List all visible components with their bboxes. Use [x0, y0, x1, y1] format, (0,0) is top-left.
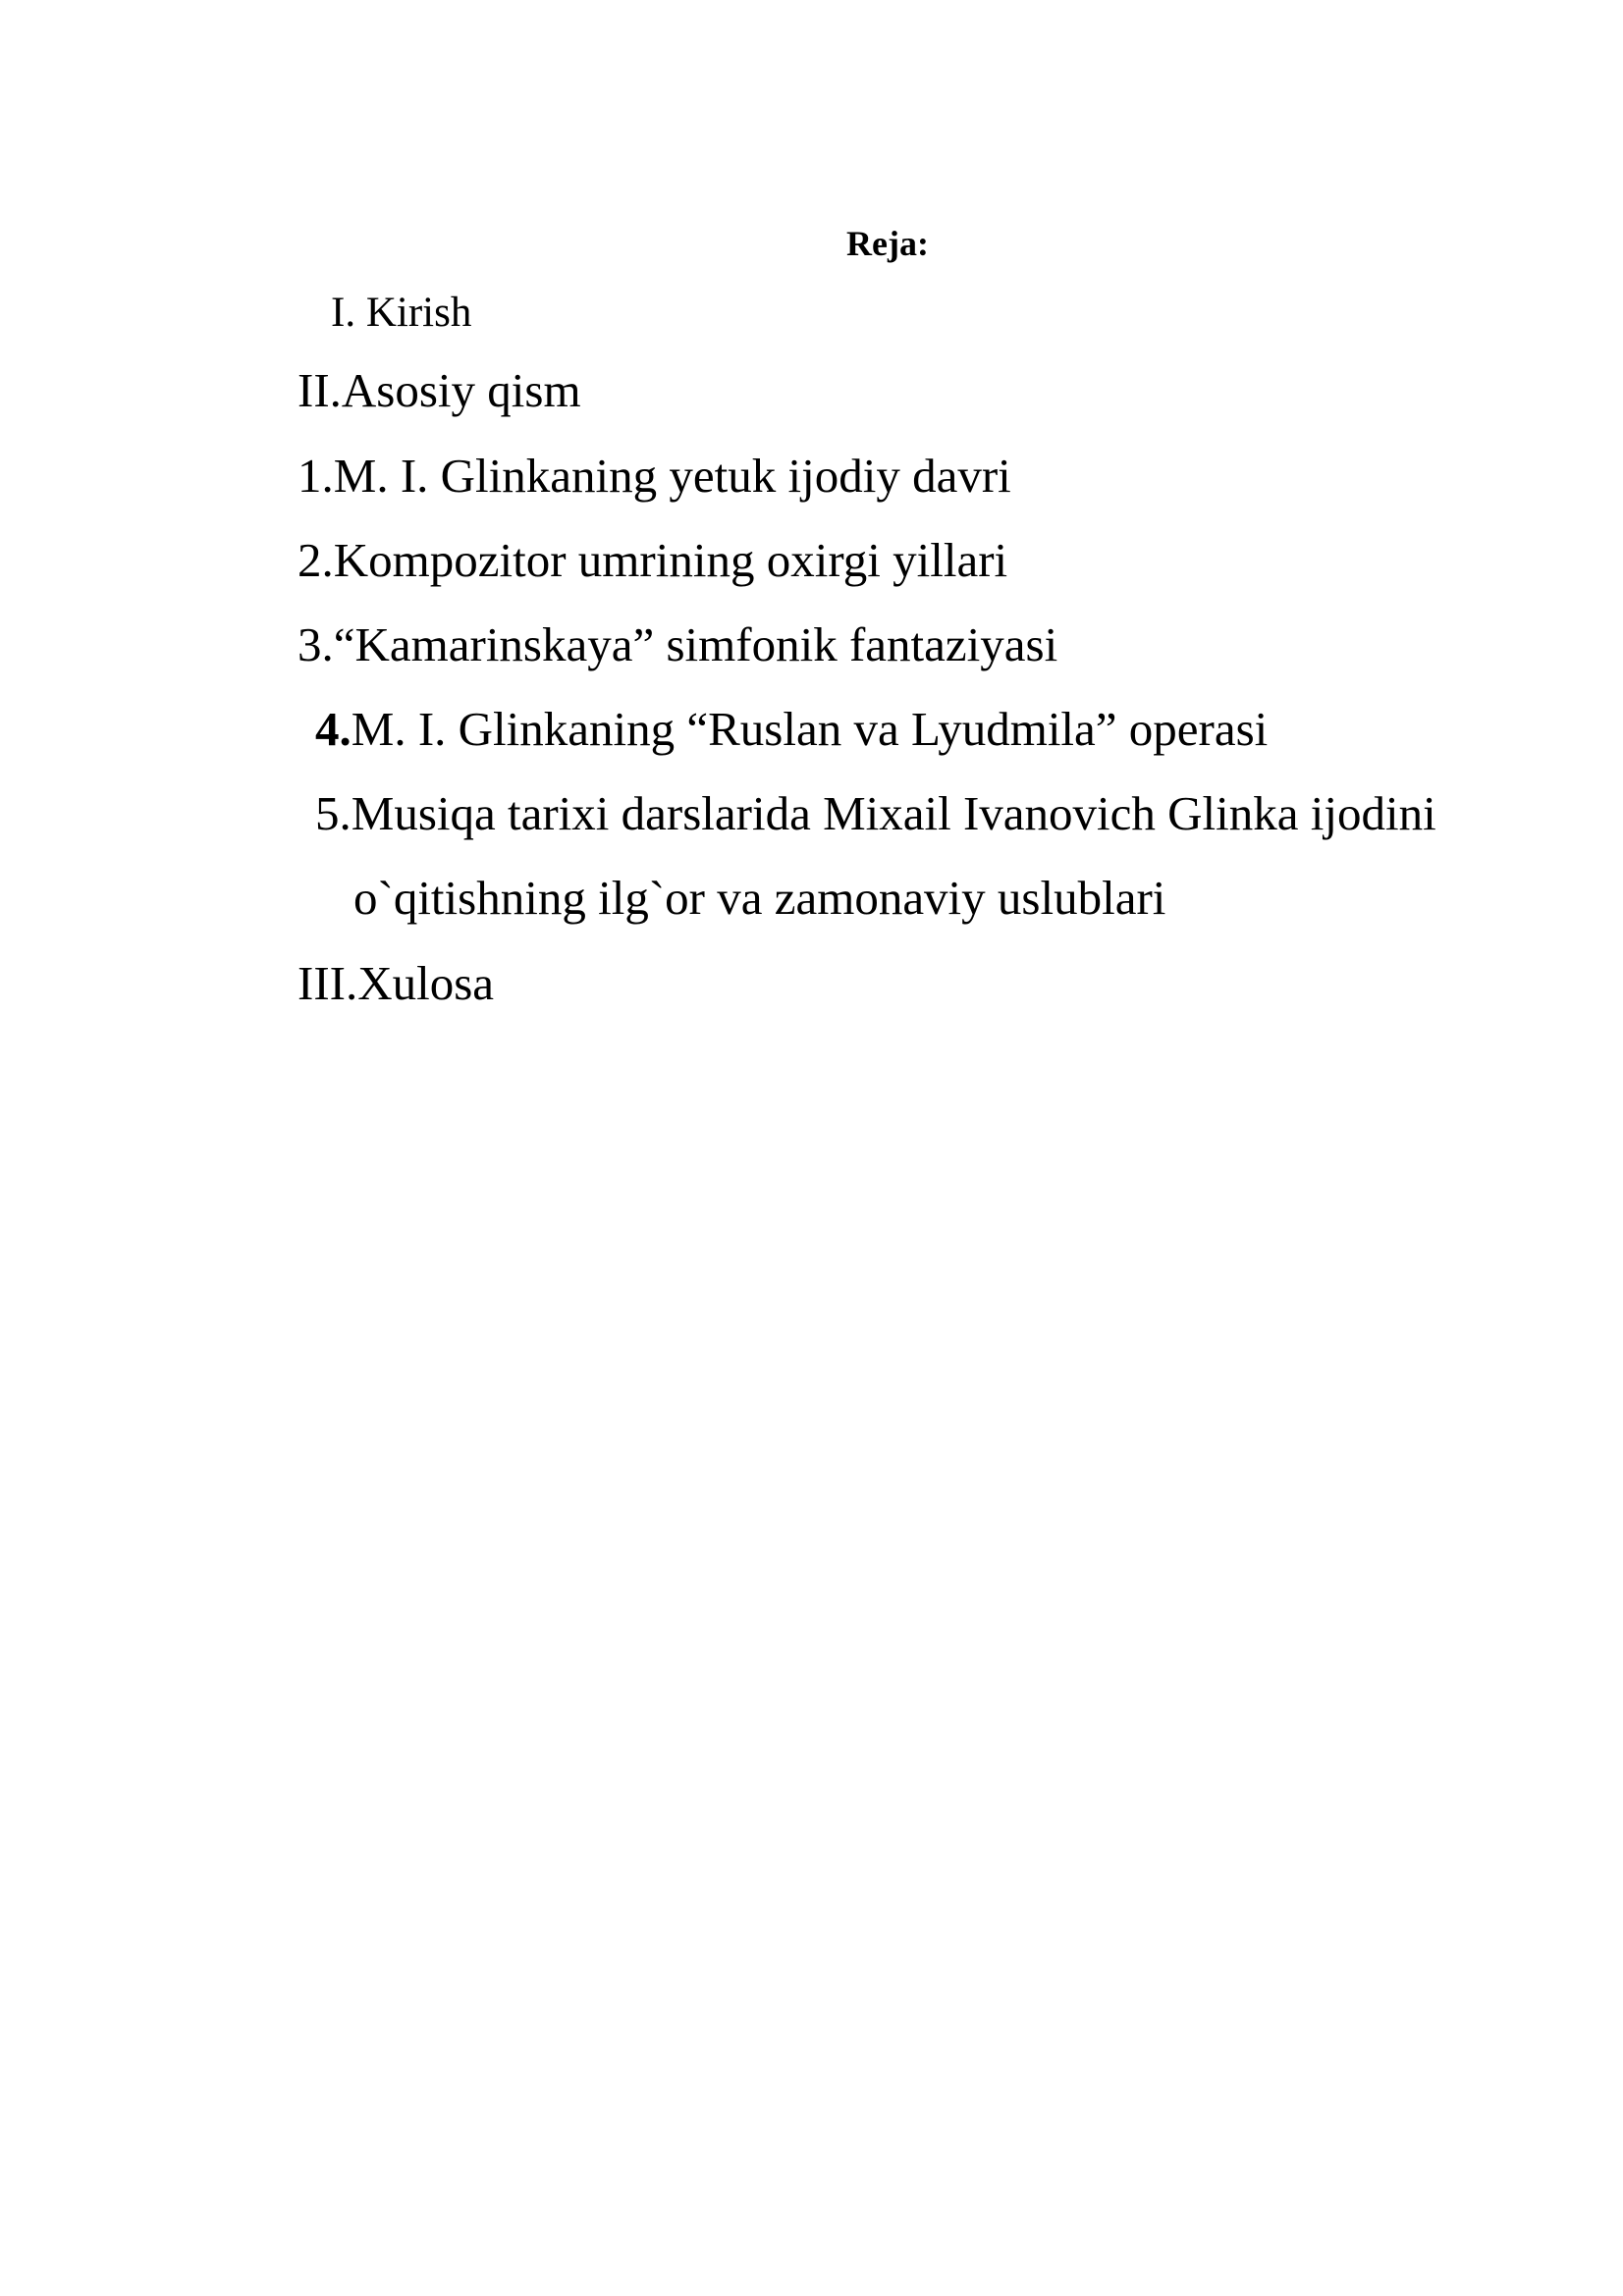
- outline-conclusion: III.Xulosa: [298, 956, 495, 1010]
- outline-intro: I. Kirish: [331, 290, 472, 336]
- page-title: Reja:: [846, 224, 929, 263]
- outline-item-2: 2.Kompozitor umrining oxirgi yillari: [298, 533, 1008, 587]
- outline-item-4: [315, 702, 1269, 756]
- outline-item-3: 3.“Kamarinskaya” simfonik fantaziyasi: [298, 617, 1058, 671]
- outline-item-4-number: 4.: [315, 702, 352, 756]
- outline-item-1: 1.M. I. Glinkaning yetuk ijodiy davri: [298, 449, 1011, 503]
- outline-item-4-text: M. I. Glinkaning “Ruslan va Lyudmila” operasi: [351, 702, 1269, 756]
- outline-item-5-continuation: o`qitishning ilg`or va zamonaviy uslublari: [353, 871, 1166, 925]
- outline-main-part: II.Asosiy qism: [298, 363, 581, 417]
- outline-item-5: 5.Musiqa tarixi darslarida Mixail Ivanovich Glinka ijodini: [315, 786, 1436, 840]
